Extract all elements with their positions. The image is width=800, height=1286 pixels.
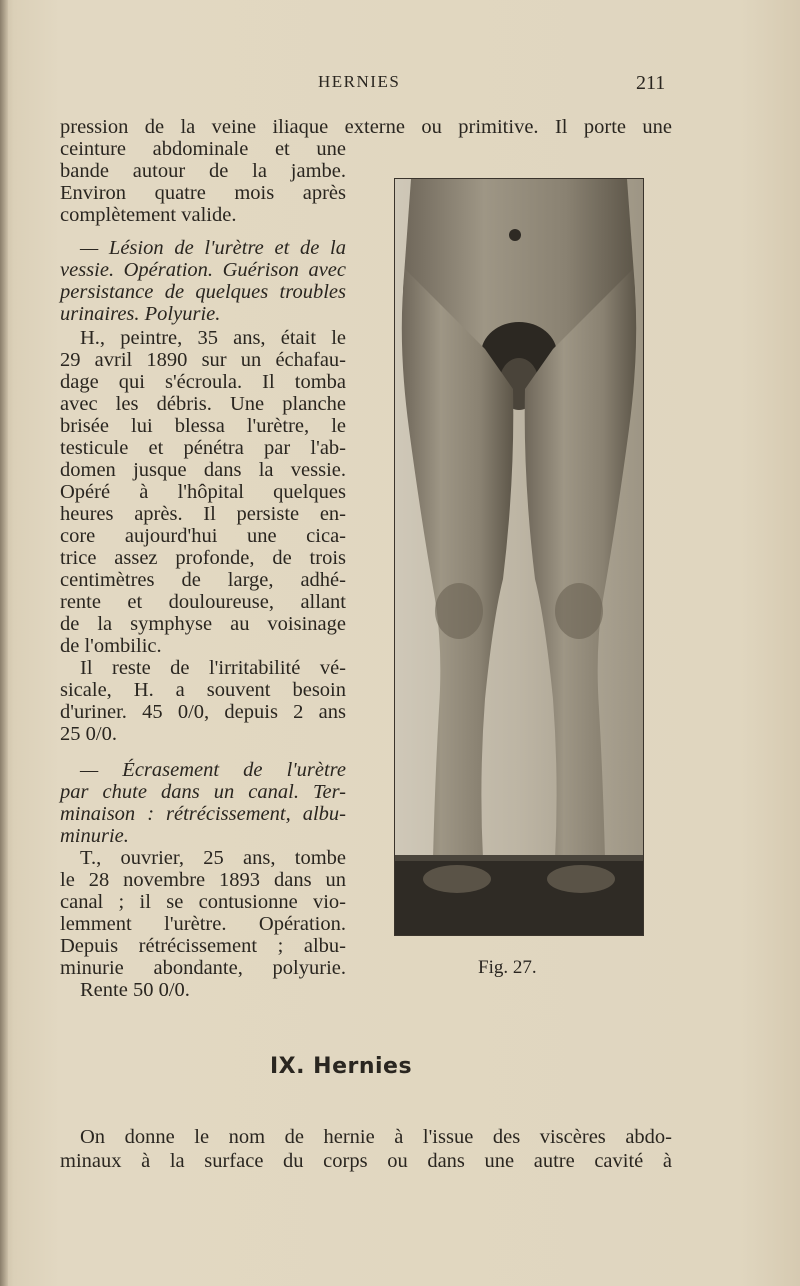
text-line: 25 0/0.: [60, 723, 117, 745]
case-heading-line: par chute dans un canal. Ter-: [60, 781, 346, 803]
case-heading-line: — Écrasement de l'urètre: [80, 759, 346, 781]
text-line: centimètres de large, adhé-: [60, 569, 346, 591]
case-heading-line: minurie.: [60, 825, 129, 847]
figure-photograph: [394, 178, 644, 936]
text-line: de l'ombilic.: [60, 635, 162, 657]
figure-caption: Fig. 27.: [478, 957, 537, 978]
page-number: 211: [636, 72, 666, 94]
text-line: le 28 novembre 1893 dans un: [60, 869, 346, 891]
text-line: T., ouvrier, 25 ans, tombe: [80, 847, 346, 869]
text-line: pression de la veine iliaque externe ou primitive. Il porte une: [60, 116, 672, 138]
text-line: canal ; il se contusionne vio-: [60, 891, 346, 913]
page-binding-shadow: [0, 0, 8, 1286]
text-line: testicule et pénétra par l'ab-: [60, 437, 346, 459]
running-title: HERNIES: [318, 72, 401, 91]
text-line: lemment l'urètre. Opération.: [60, 913, 346, 935]
text-line: Rente 50 0/0.: [80, 979, 190, 1001]
text-line: dage qui s'écroula. Il tomba: [60, 371, 346, 393]
text-line: H., peintre, 35 ans, était le: [80, 327, 346, 349]
legs-illustration: [395, 179, 643, 935]
text-line: sicale, H. a souvent besoin: [60, 679, 346, 701]
text-line: Il reste de l'irritabilité vé-: [80, 657, 346, 679]
text-line: avec les débris. Une planche: [60, 393, 346, 415]
text-line: domen jusque dans la vessie.: [60, 459, 346, 481]
text-line: Environ quatre mois après: [60, 182, 346, 204]
navel-mark: [509, 229, 521, 241]
case-heading-line: vessie. Opération. Guérison avec: [60, 259, 346, 281]
text-line: heures après. Il persiste en-: [60, 503, 346, 525]
text-line: trice assez profonde, de trois: [60, 547, 346, 569]
section-heading: IX. Hernies: [270, 1054, 413, 1079]
text-line: rente et douloureuse, allant: [60, 591, 346, 613]
text-line: ceinture abdominale et une: [60, 138, 346, 160]
text-line: Opéré à l'hôpital quelques: [60, 481, 346, 503]
text-line: bande autour de la jambe.: [60, 160, 346, 182]
text-line: minaux à la surface du corps ou dans une autre cavité à: [60, 1150, 672, 1172]
text-line: minurie abondante, polyurie.: [60, 957, 346, 979]
text-line: 29 avril 1890 sur un échafau-: [60, 349, 346, 371]
text-line: On donne le nom de hernie à l'issue des viscères abdo-: [80, 1126, 672, 1148]
case-heading-line: — Lésion de l'urètre et de la: [80, 237, 346, 259]
text-line: d'uriner. 45 0/0, depuis 2 ans: [60, 701, 346, 723]
text-line: Depuis rétrécissement ; albu-: [60, 935, 346, 957]
case-heading-line: urinaires. Polyurie.: [60, 303, 221, 325]
case-heading-line: persistance de quelques troubles: [60, 281, 346, 303]
text-line: complètement valide.: [60, 204, 237, 226]
case-heading-line: minaison : rétrécissement, albu-: [60, 803, 346, 825]
text-line: brisée lui blessa l'urètre, le: [60, 415, 346, 437]
text-line: de la symphyse au voisinage: [60, 613, 346, 635]
running-header: [0, 72, 800, 96]
text-line: core aujourd'hui une cica-: [60, 525, 346, 547]
